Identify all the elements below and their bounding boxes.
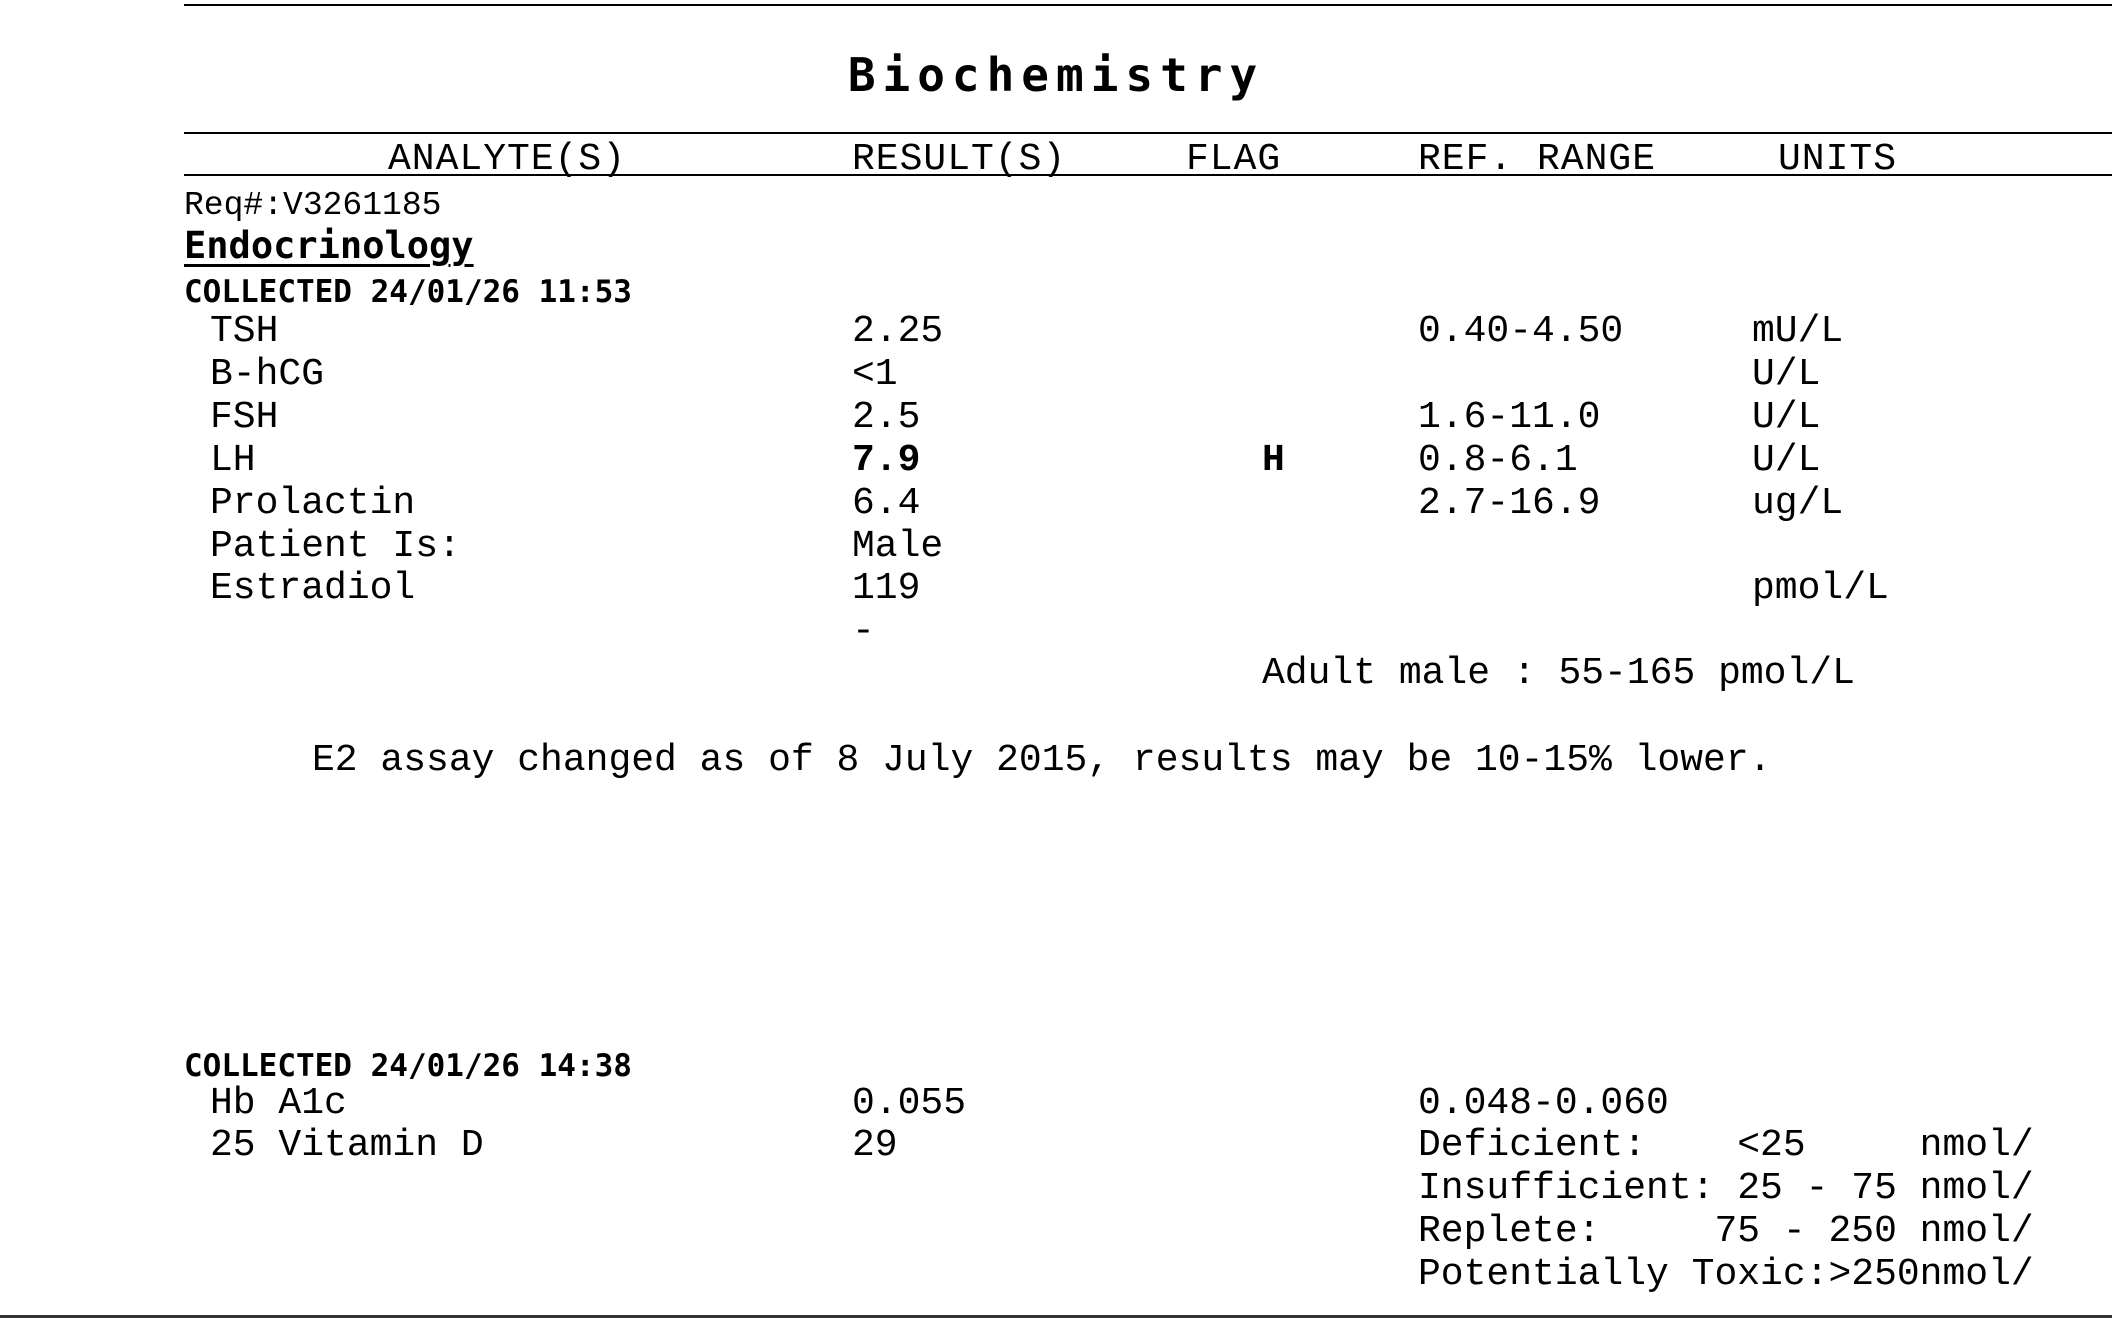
reference-range: 0.8-6.1 <box>1418 439 1578 482</box>
report-title: Biochemistry <box>847 48 1265 102</box>
result-value: 0.055 <box>852 1082 967 1125</box>
assay-change-note: E2 assay changed as of 8 July 2015, results may be 10-15% lower. <box>312 739 1772 782</box>
collected-timestamp: COLLECTED 24/01/26 14:38 <box>184 1048 632 1084</box>
requisition-number: Req#:V3261185 <box>184 187 442 224</box>
result-value-flagged: 7.9 <box>852 439 921 482</box>
collected-timestamp: COLLECTED 24/01/26 11:53 <box>184 274 632 310</box>
column-header-units: UNITS <box>1778 138 1898 181</box>
analyte-name: 25 Vitamin D <box>210 1124 484 1167</box>
result-value: 2.25 <box>852 310 944 353</box>
header-top-rule <box>184 132 2112 134</box>
analyte-name: Prolactin <box>210 482 416 525</box>
vitamin-d-range-insufficient: Insufficient: 25 - 75 nmol/ <box>1418 1167 2034 1210</box>
analyte-name: B-hCG <box>210 353 325 396</box>
reference-range: 2.7-16.9 <box>1418 482 1601 525</box>
units: U/L <box>1752 353 1821 396</box>
result-value: 119 <box>852 567 921 610</box>
units: ug/L <box>1752 482 1844 525</box>
reference-range: 0.40-4.50 <box>1418 310 1624 353</box>
high-flag: H <box>1262 439 1285 482</box>
result-value: 6.4 <box>852 482 921 525</box>
column-header-flag: FLAG <box>1186 138 1282 181</box>
top-rule <box>184 4 2112 6</box>
header-bottom-rule <box>184 174 2112 176</box>
column-header-analyte: ANALYTE(S) <box>388 138 627 181</box>
vitamin-d-range-deficient: Deficient: <25 nmol/ <box>1418 1124 2034 1167</box>
analyte-name: LH <box>210 439 256 482</box>
analyte-name: Hb A1c <box>210 1082 347 1125</box>
result-value: <1 <box>852 353 898 396</box>
analyte-name: Patient Is: <box>210 525 461 568</box>
column-header-ref-range: REF. RANGE <box>1418 138 1657 181</box>
result-dash: - <box>852 610 875 653</box>
analyte-name: TSH <box>210 310 279 353</box>
result-value: Male <box>852 525 944 568</box>
result-value: 2.5 <box>852 396 921 439</box>
units: U/L <box>1752 439 1821 482</box>
estradiol-reference-note: Adult male : 55-165 pmol/L <box>1262 652 1855 695</box>
analyte-name: FSH <box>210 396 279 439</box>
vitamin-d-range-replete: Replete: 75 - 250 nmol/ <box>1418 1210 2034 1253</box>
reference-range: 0.048-0.060 <box>1418 1082 1669 1125</box>
analyte-name: Estradiol <box>210 567 416 610</box>
result-value: 29 <box>852 1124 898 1167</box>
units: pmol/L <box>1752 567 1889 610</box>
section-heading: Endocrinology <box>184 224 474 267</box>
units: mU/L <box>1752 310 1844 353</box>
units: U/L <box>1752 396 1821 439</box>
column-header-result: RESULT(S) <box>852 138 1067 181</box>
vitamin-d-range-toxic: Potentially Toxic:>250nmol/ <box>1418 1253 2034 1296</box>
reference-range: 1.6-11.0 <box>1418 396 1601 439</box>
